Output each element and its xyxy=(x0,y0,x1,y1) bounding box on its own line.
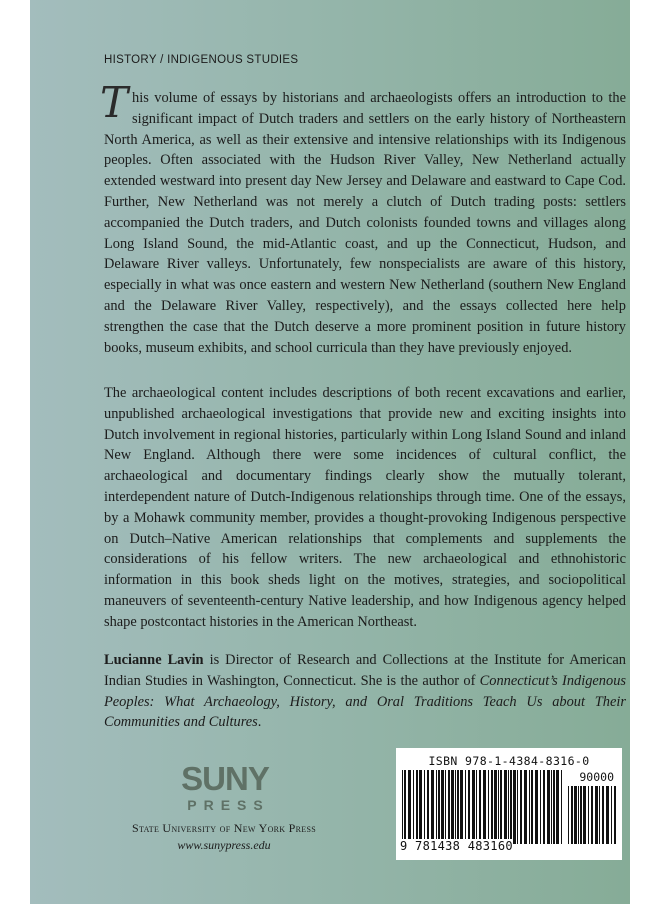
back-cover xyxy=(30,0,630,904)
category-label: HISTORY / INDIGENOUS STUDIES xyxy=(104,54,299,66)
suny-press-logo xyxy=(150,762,300,822)
publisher-info xyxy=(104,820,344,854)
author-name: Lucianne Lavin xyxy=(104,652,204,668)
addon-barcode-bars-icon xyxy=(568,786,616,852)
publisher-url: www.sunypress.edu xyxy=(177,838,271,852)
ean-number: 9 781438 483160 xyxy=(400,839,513,853)
description-paragraph-1 xyxy=(100,78,626,358)
author-bio xyxy=(104,650,626,733)
isbn-barcode xyxy=(396,748,622,860)
author-bio-text: is Director of Research and Collections at the Institute for American Indian Studies in Washington, Connecticut. She is the author of xyxy=(104,652,626,689)
author-book-title: Connecticut’s Indigenous Peoples: What Archaeology, History, and Oral Traditions Teach Us about Their Communities and Cultures xyxy=(104,672,626,731)
publisher-name: State University of New York Press xyxy=(132,821,316,835)
isbn-number: ISBN 978-1-4384-8316-0 xyxy=(428,754,590,768)
price-code: 90000 xyxy=(579,770,614,784)
description-paragraph-1-text: his volume of essays by historians and archaeologists offers an introduction to the significant impact of Dutch traders and settlers on the early history of Northeastern North America, as well as their extensive and intensive relationships with its Indigenous peoples. Often associated with the Hudson River Valley, New Netherland actually extended westward into present day New Jersey and Delaware and eastward to Cape Cod. Further, New Netherland was not merely a clutch of Dutch trading posts: settlers accompanied the Dutch traders, and Dutch colonists founded towns and villages along Long Island Sound, the mid-Atlantic coast, and up the Connecticut, Hudson, and Delaware River valleys. Unfortunately, few nonspecialists are aware of this history, especially in what was once eastern and western New Netherland (southern New England and the Delaware River Valley, respectively), and the essays collected here help strengthen the case that the Dutch deserve a more prominent position in future history books, museum exhibits, and school curricula than they have previously enjoyed. xyxy=(104,90,626,356)
logo-press-text: PRESS xyxy=(187,797,270,813)
author-bio-end: . xyxy=(257,714,262,731)
logo-suny-text: SUNY xyxy=(181,760,269,797)
description-paragraph-2: The archaeological content includes descriptions of both recent excavations and earlier, unpublished archaeological investigations that provide new and exciting insights into Dutch involvement in regional histories, particularly within Long Island Sound and inland New England. Although there were some incidences of cultural conflict, the archaeological and documentary findings clearly show the mutually tolerant, interdependent nature of Dutch-Indigenous relationships through time. One of the essays, by a Mohawk community member, provides a thought-provoking Indigenous perspective on Dutch–Native American relationships that complements and supplements the considerations of his fellow writers. The new archaeological and ethnohistoric information in this book sheds light on the motives, strategies, and sociopolitical maneuvers of seventeenth-century Native leadership, and how Indigenous agency helped shape postcontact histories in the American Northeast. xyxy=(104,385,626,630)
drop-cap: T xyxy=(100,78,129,127)
